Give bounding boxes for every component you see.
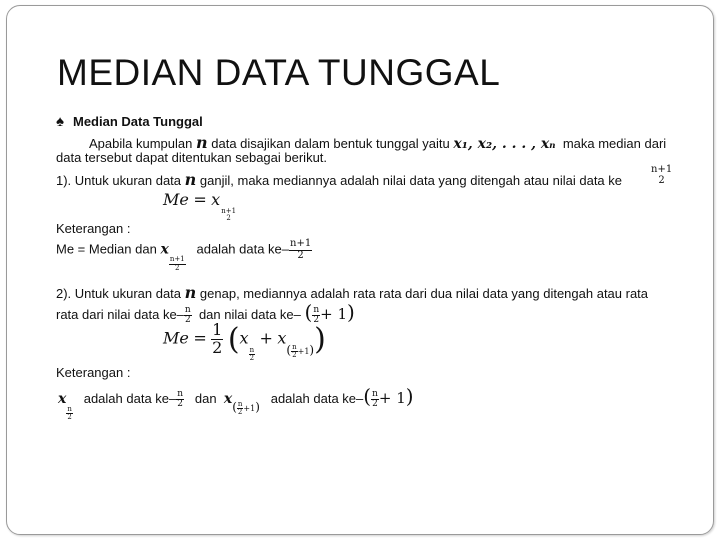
case2-ket-sub2-num: n: [237, 400, 243, 409]
case2-paren-frac-den: 2: [313, 315, 320, 326]
case2-sub2-plus: +1: [297, 346, 310, 356]
case1-ket-frac-den: 2: [297, 249, 304, 261]
case2-formula-x1: x: [239, 328, 249, 348]
case1-formula-eq: =: [193, 190, 207, 209]
case2-formula: Me = $\frac{1}{2}$ (x $\frac{n}{2}$ + $x_{( \frac{n}{2} +1)}$): [163, 320, 326, 363]
case2-line2-before: rata dari nilai data ke–: [56, 307, 184, 322]
intro-var-n: n: [195, 133, 208, 152]
case1-ket-text2: adalah data ke–: [196, 241, 290, 257]
case2-keterangan: Keterangan :: [56, 365, 131, 380]
case1-keterangan: Keterangan :: [56, 221, 131, 236]
case1-frac-den: 2: [658, 174, 665, 186]
case1-ket-x: x: [160, 241, 169, 258]
case2-line1-after: genap, mediannya adalah rata rata dari dua nilai data yang ditengah atau rata: [199, 286, 649, 301]
intro-sequence: x₁, x₂, . . . , xₙ: [453, 136, 556, 152]
case2-var-n: n: [184, 283, 197, 302]
case2-paren-frac-num: n: [313, 304, 320, 315]
case1-formula-lhs: Me: [163, 190, 189, 209]
case2-ket-sub2-den: 2: [237, 408, 243, 417]
case2-ket-frac2-num: n: [372, 388, 378, 399]
case2-half-den: 2: [212, 338, 223, 357]
case2-ket-x1: x: [58, 391, 67, 407]
case2-formula-plus: +: [259, 328, 273, 348]
case2-ket-plus: + 1: [378, 389, 406, 407]
case1-ket-sub-num: n+1: [169, 255, 185, 264]
case1-formula-x: x: [211, 190, 221, 209]
case2-ket-text1: adalah data ke–: [83, 391, 177, 406]
case1-text-after: ganjil, maka mediannya adalah nilai data yang ditengah atau nilai data ke: [199, 173, 622, 188]
intro-line-2: data tersebut dapat ditentukan sebagai berikut.: [56, 150, 328, 165]
case2-sub1-num: n: [249, 345, 255, 354]
spade-icon: ♠: [56, 113, 64, 130]
case2-sub2-den: 2: [292, 351, 297, 360]
case1-text-before: 1). Untuk ukuran data: [56, 173, 182, 188]
section-heading: Median Data Tunggal: [73, 114, 203, 129]
case2-sub2-num: n: [292, 342, 297, 351]
case2-line2-middle: dan nilai data ke–: [198, 307, 301, 322]
case2-frac-den: 2: [184, 315, 191, 326]
case2-ket-line: x $\frac{n}{2}$ adalah data ke– $\frac{n}{2}$ dan $x_{( \frac{n}{2} +1)}$ adalah data ke–( $\frac{n}{2}$ + 1): [58, 384, 414, 422]
case1-formula: [163, 190, 237, 223]
case1-ket-line: [56, 239, 312, 272]
case1-formula-sub-num: n+1: [221, 207, 237, 215]
case2-ket-text2: adalah data ke–: [270, 391, 364, 406]
case2-formula-lhs: Me: [163, 328, 189, 348]
case1-ket-frac-num: n+1: [290, 238, 312, 249]
case1-ket-sub-den: 2: [174, 263, 180, 272]
case2-paren-plus: + 1: [320, 305, 347, 323]
case2-ket-frac1-den: 2: [177, 399, 184, 410]
case2-ket-sub1-den: 2: [67, 413, 72, 422]
case2-formula-eq: =: [193, 328, 207, 348]
case1-frac-num: n+1: [651, 164, 673, 175]
intro-text-before: Apabila kumpulan: [89, 136, 193, 151]
slide-title: MEDIAN DATA TUNGGAL: [57, 52, 501, 93]
case2-line1-before: 2). Untuk ukuran data: [56, 286, 182, 301]
case1-fraction: [650, 165, 673, 186]
case1-formula-sub-den: 2: [226, 214, 231, 223]
case2-ket-x2: x: [223, 391, 233, 407]
case2-line-2: rata dari nilai data ke– $\frac{n}{2}$ dan nilai data ke– ( $\frac{n}{2}$ + 1): [56, 300, 355, 326]
case2-ket-sub1-num: n: [67, 405, 72, 413]
case2-sub1-den: 2: [249, 354, 255, 363]
case2-frac-num: n: [184, 304, 191, 315]
case2-ket-frac2-den: 2: [372, 399, 378, 410]
case2-ket-sub2-plus: +1: [243, 404, 256, 413]
case1-line: [56, 170, 622, 189]
case2-formula-x2: x: [277, 328, 287, 348]
intro-text-middle: data disajikan dalam bentuk tunggal yaitu: [211, 136, 450, 151]
intro-text-after: maka median dari: [562, 136, 667, 151]
case2-ket-frac1-num: n: [177, 388, 184, 399]
case1-ket-text1: Me = Median dan: [56, 241, 157, 257]
case1-var-n: n: [184, 170, 197, 189]
case2-half-num: 1: [212, 320, 223, 340]
case2-ket-conj: dan: [194, 391, 217, 406]
